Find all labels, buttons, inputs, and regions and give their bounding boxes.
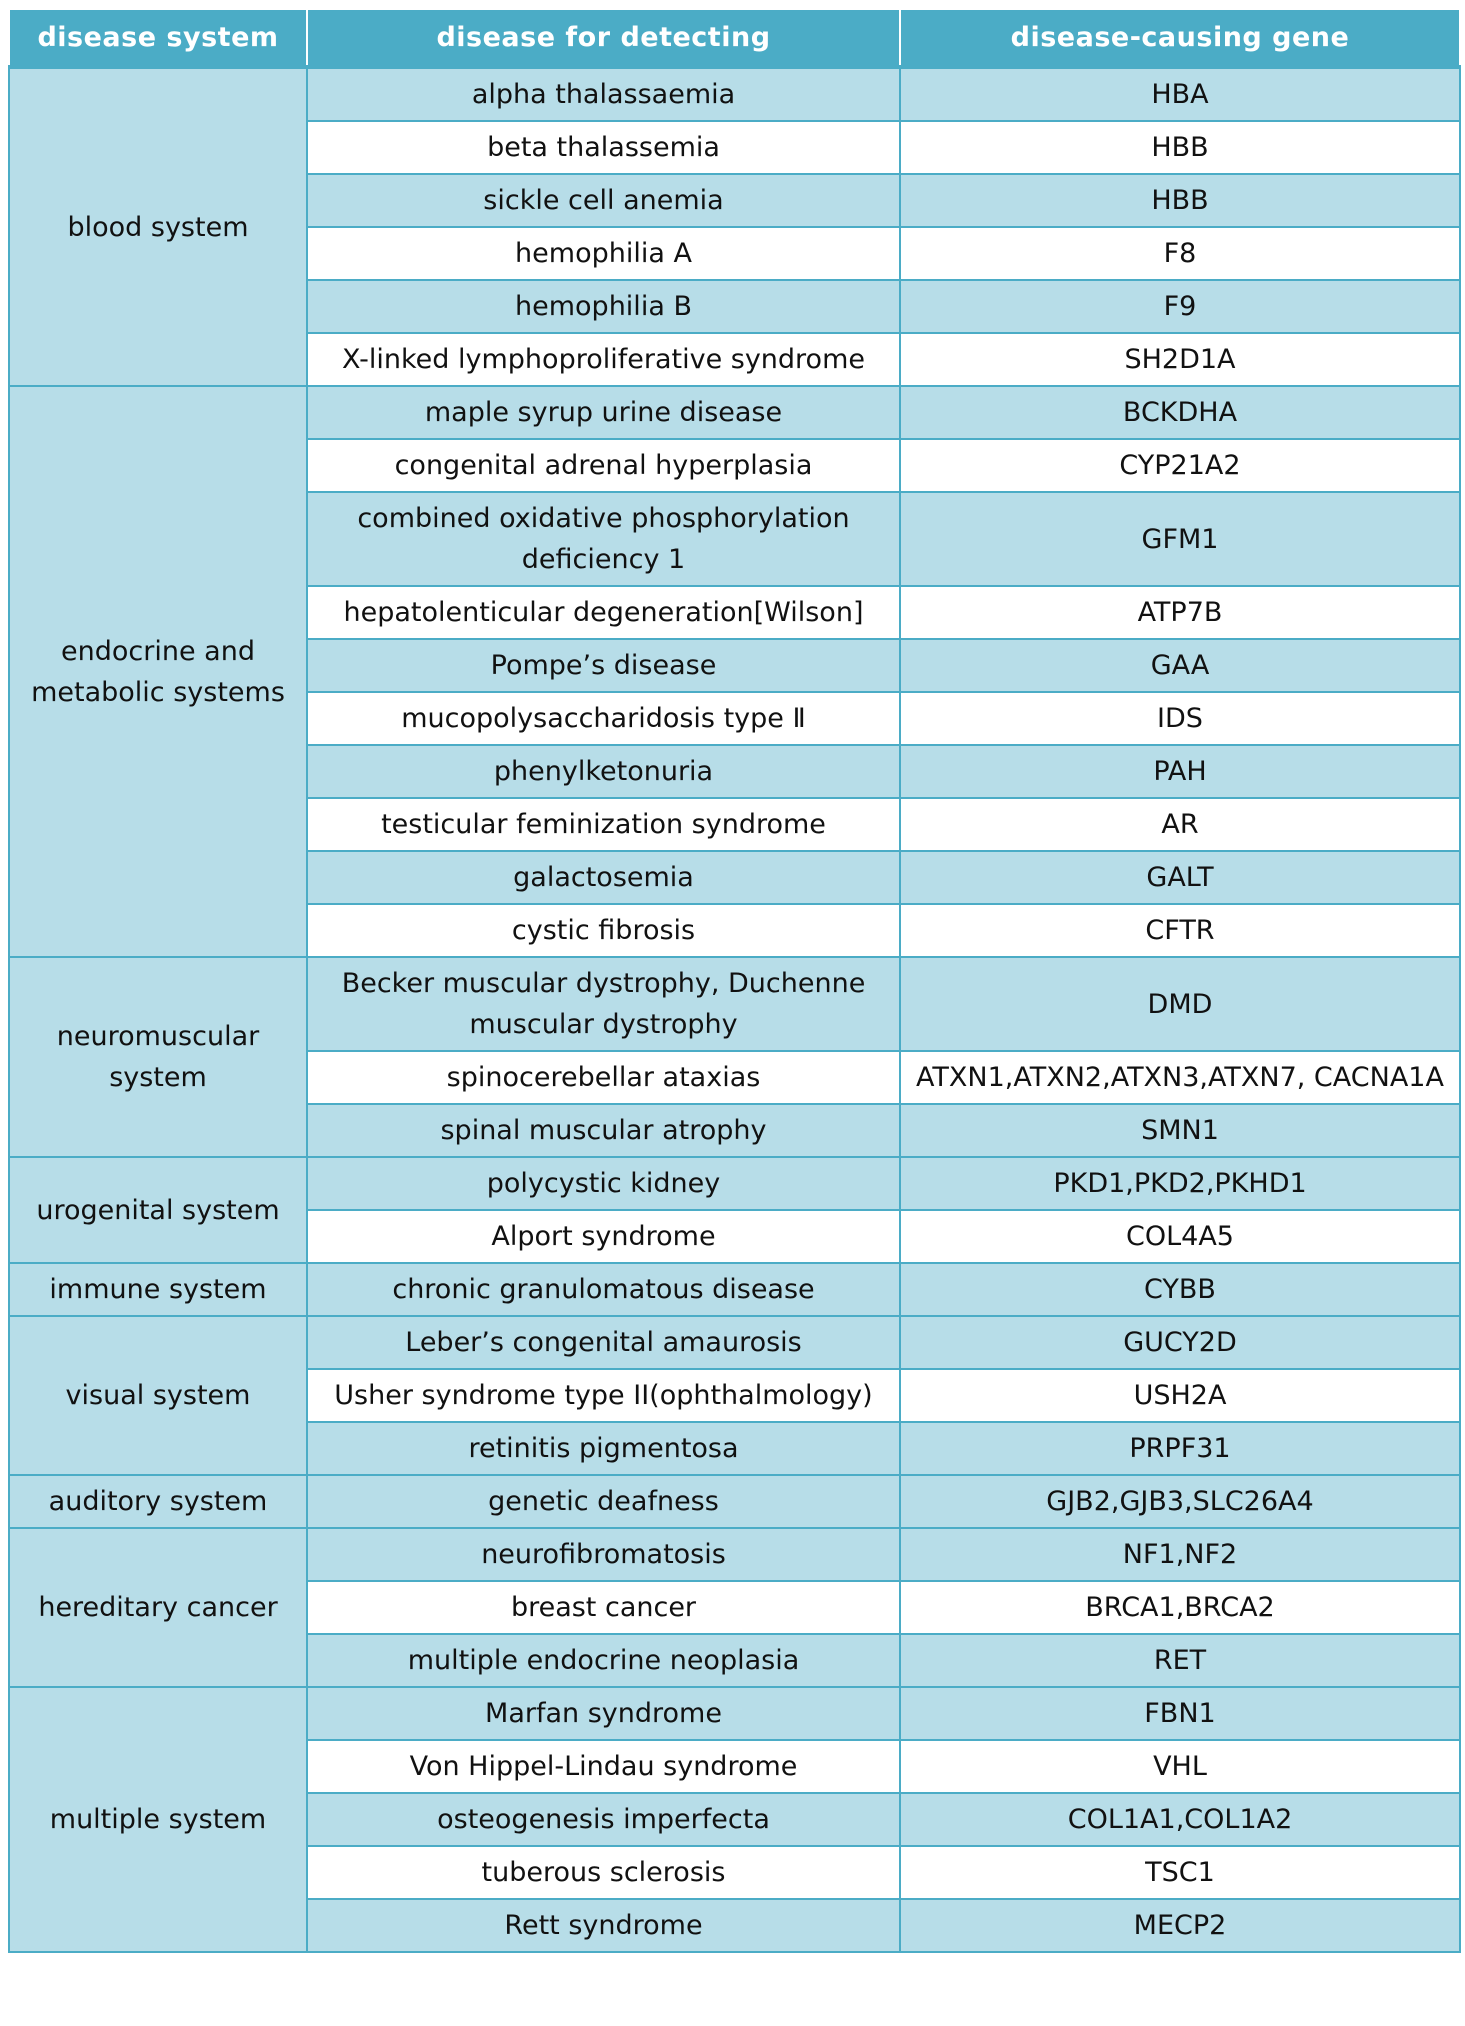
- disease-cell: beta thalassemia: [307, 121, 900, 174]
- disease-system-cell: multiple system: [9, 1687, 307, 1952]
- gene-cell: COL4A5: [900, 1210, 1460, 1263]
- disease-cell: Becker muscular dystrophy, Duchenne muscular dystrophy: [307, 957, 900, 1051]
- gene-cell: CYBB: [900, 1263, 1460, 1316]
- table-row: [9, 957, 1460, 1051]
- header-disease-system: disease system: [9, 9, 307, 67]
- table-body: [9, 67, 1460, 1952]
- disease-system-cell: immune system: [9, 1263, 307, 1316]
- table-row: [9, 1475, 1460, 1528]
- disease-cell: sickle cell anemia: [307, 174, 900, 227]
- table-row: [9, 1528, 1460, 1581]
- disease-cell: spinal muscular atrophy: [307, 1104, 900, 1157]
- gene-cell: TSC1: [900, 1846, 1460, 1899]
- gene-cell: RET: [900, 1634, 1460, 1687]
- table-row: [9, 1157, 1460, 1210]
- disease-cell: chronic granulomatous disease: [307, 1263, 900, 1316]
- disease-cell: alpha thalassaemia: [307, 67, 900, 121]
- gene-cell: SH2D1A: [900, 333, 1460, 386]
- disease-cell: tuberous sclerosis: [307, 1846, 900, 1899]
- disease-cell: hemophilia A: [307, 227, 900, 280]
- disease-cell: mucopolysaccharidosis type Ⅱ: [307, 692, 900, 745]
- disease-cell: hepatolenticular degeneration[Wilson]: [307, 586, 900, 639]
- gene-cell: DMD: [900, 957, 1460, 1051]
- disease-cell: X-linked lymphoproliferative syndrome: [307, 333, 900, 386]
- table-row: [9, 1263, 1460, 1316]
- disease-cell: osteogenesis imperfecta: [307, 1793, 900, 1846]
- disease-cell: Usher syndrome type II(ophthalmology): [307, 1369, 900, 1422]
- disease-cell: neurofibromatosis: [307, 1528, 900, 1581]
- gene-cell: GFM1: [900, 492, 1460, 586]
- gene-cell: CFTR: [900, 904, 1460, 957]
- disease-system-cell: urogenital system: [9, 1157, 307, 1263]
- gene-cell: GJB2,GJB3,SLC26A4: [900, 1475, 1460, 1528]
- gene-cell: GAA: [900, 639, 1460, 692]
- gene-cell: HBA: [900, 67, 1460, 121]
- header-row: [9, 9, 1460, 67]
- disease-cell: genetic deafness: [307, 1475, 900, 1528]
- gene-cell: NF1,NF2: [900, 1528, 1460, 1581]
- gene-cell: PKD1,PKD2,PKHD1: [900, 1157, 1460, 1210]
- gene-cell: BCKDHA: [900, 386, 1460, 439]
- disease-system-cell: neuromuscular system: [9, 957, 307, 1157]
- gene-cell: GALT: [900, 851, 1460, 904]
- gene-cell: PRPF31: [900, 1422, 1460, 1475]
- disease-cell: maple syrup urine disease: [307, 386, 900, 439]
- gene-cell: CYP21A2: [900, 439, 1460, 492]
- table-header: [9, 9, 1460, 67]
- disease-cell: retinitis pigmentosa: [307, 1422, 900, 1475]
- disease-cell: breast cancer: [307, 1581, 900, 1634]
- table-row: [9, 386, 1460, 439]
- gene-cell: F8: [900, 227, 1460, 280]
- disease-cell: combined oxidative phosphorylation deficiency 1: [307, 492, 900, 586]
- gene-cell: MECP2: [900, 1899, 1460, 1952]
- disease-cell: Leber’s congenital amaurosis: [307, 1316, 900, 1369]
- gene-cell: SMN1: [900, 1104, 1460, 1157]
- disease-cell: hemophilia B: [307, 280, 900, 333]
- gene-cell: ATP7B: [900, 586, 1460, 639]
- disease-system-cell: endocrine and metabolic systems: [9, 386, 307, 957]
- disease-cell: multiple endocrine neoplasia: [307, 1634, 900, 1687]
- gene-cell: F9: [900, 280, 1460, 333]
- gene-cell: HBB: [900, 174, 1460, 227]
- disease-cell: phenylketonuria: [307, 745, 900, 798]
- disease-cell: Pompe’s disease: [307, 639, 900, 692]
- header-disease-for-detecting: disease for detecting: [307, 9, 900, 67]
- disease-cell: spinocerebellar ataxias: [307, 1051, 900, 1104]
- table-row: [9, 67, 1460, 121]
- disease-cell: Rett syndrome: [307, 1899, 900, 1952]
- disease-system-cell: blood system: [9, 67, 307, 386]
- disease-system-cell: auditory system: [9, 1475, 307, 1528]
- gene-cell: AR: [900, 798, 1460, 851]
- disease-gene-table: [8, 8, 1461, 1953]
- disease-system-cell: visual system: [9, 1316, 307, 1475]
- disease-cell: polycystic kidney: [307, 1157, 900, 1210]
- gene-cell: USH2A: [900, 1369, 1460, 1422]
- gene-cell: VHL: [900, 1740, 1460, 1793]
- disease-system-cell: hereditary cancer: [9, 1528, 307, 1687]
- gene-cell: FBN1: [900, 1687, 1460, 1740]
- gene-cell: BRCA1,BRCA2: [900, 1581, 1460, 1634]
- table-row: [9, 1316, 1460, 1369]
- disease-cell: congenital adrenal hyperplasia: [307, 439, 900, 492]
- disease-cell: cystic fibrosis: [307, 904, 900, 957]
- gene-cell: COL1A1,COL1A2: [900, 1793, 1460, 1846]
- disease-cell: Alport syndrome: [307, 1210, 900, 1263]
- gene-cell: ATXN1,ATXN2,ATXN3,ATXN7, CACNA1A: [900, 1051, 1460, 1104]
- header-disease-causing-gene: disease-causing gene: [900, 9, 1460, 67]
- disease-cell: galactosemia: [307, 851, 900, 904]
- gene-cell: PAH: [900, 745, 1460, 798]
- table-row: [9, 1687, 1460, 1740]
- disease-cell: testicular feminization syndrome: [307, 798, 900, 851]
- gene-cell: IDS: [900, 692, 1460, 745]
- gene-cell: GUCY2D: [900, 1316, 1460, 1369]
- disease-cell: Marfan syndrome: [307, 1687, 900, 1740]
- disease-gene-table-container: [8, 8, 1459, 1953]
- gene-cell: HBB: [900, 121, 1460, 174]
- disease-cell: Von Hippel-Lindau syndrome: [307, 1740, 900, 1793]
